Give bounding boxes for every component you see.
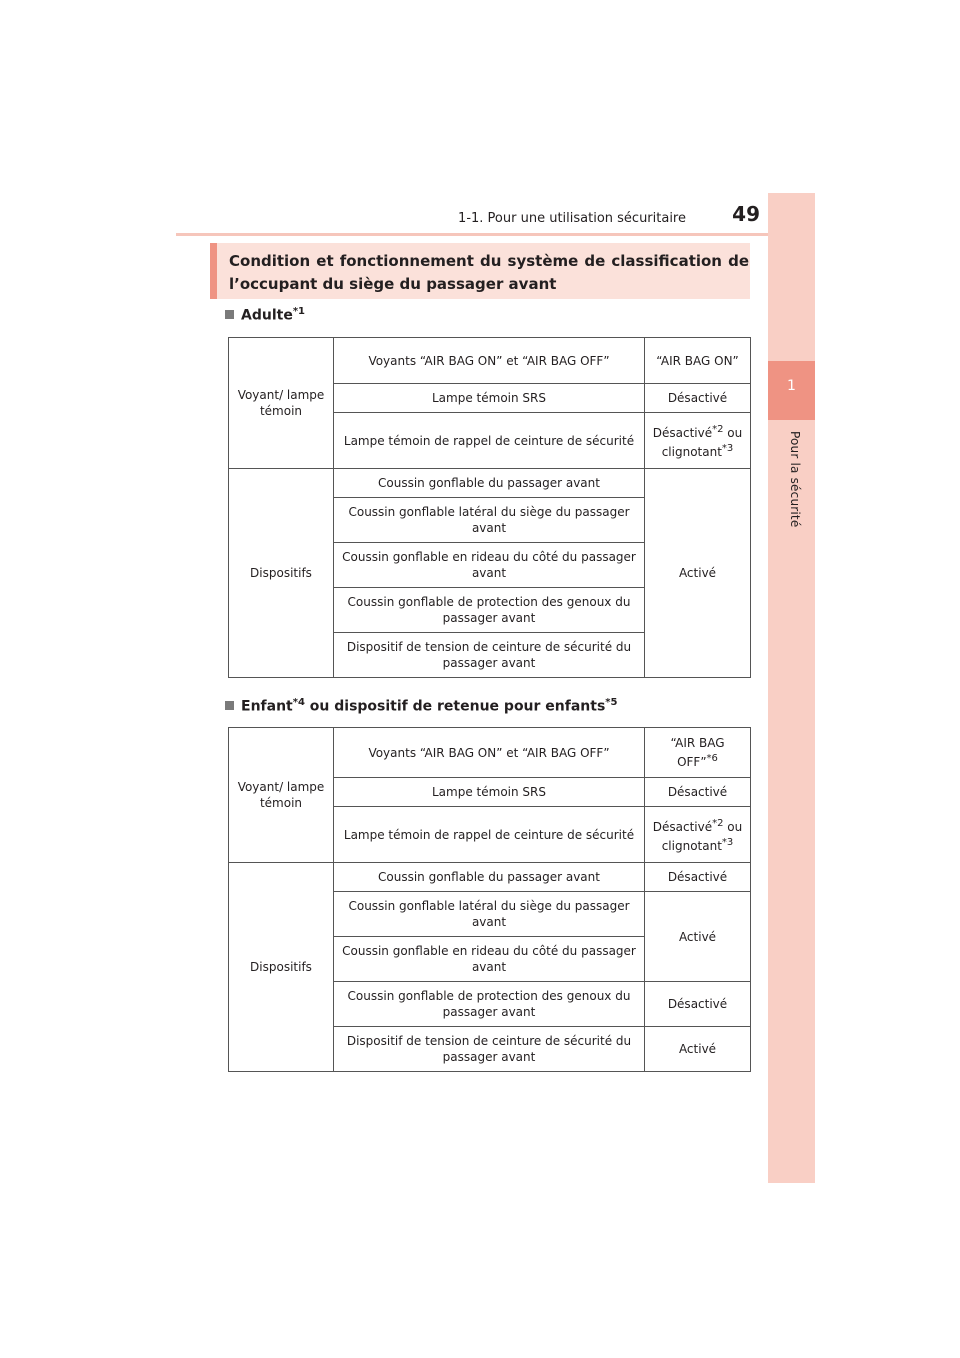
- cell-label: Coussin gonflable du passager avant: [334, 863, 645, 892]
- cell-label: Dispositif de tension de ceinture de sécurité du passager avant: [334, 1027, 645, 1072]
- footnote-ref: *5: [605, 697, 618, 708]
- cell-label: Dispositif de tension de ceinture de sécurité du passager avant: [334, 633, 645, 678]
- cell-label: Coussin gonflable latéral du siège du passager avant: [334, 892, 645, 937]
- enfant-heading: [225, 697, 617, 715]
- row-group-voyant: Voyant/ lampe témoin: [229, 728, 334, 863]
- cell-label: Lampe témoin SRS: [334, 778, 645, 807]
- cell-label: Coussin gonflable en rideau du côté du passager avant: [334, 937, 645, 982]
- adulte-heading: [225, 306, 305, 324]
- square-bullet-icon: [225, 701, 234, 710]
- table-row: [229, 728, 751, 778]
- chapter-side-tab: [768, 193, 815, 1183]
- value-text: Désactivé: [652, 425, 713, 440]
- cell-value: Activé: [645, 892, 751, 982]
- row-group-dispositifs: Dispositifs: [229, 469, 334, 678]
- value-text: “AIR BAG OFF”: [670, 736, 725, 769]
- section-title: Condition et fonctionnement du système de classification de l’occupant du siège du passager avant: [229, 252, 749, 293]
- square-bullet-icon: [225, 310, 234, 319]
- cell-label: Lampe témoin de rappel de ceinture de sécurité: [334, 413, 645, 469]
- cell-value: Désactivé: [645, 863, 751, 892]
- value-text: ou clignotant: [661, 819, 743, 853]
- footnote-ref: *3: [721, 836, 734, 848]
- enfant-heading-text: ou dispositif de retenue pour enfants: [304, 698, 606, 715]
- cell-label: Coussin gonflable en rideau du côté du passager avant: [334, 543, 645, 588]
- cell-value: Désactivé: [645, 384, 751, 413]
- footnote-ref: *6: [706, 753, 718, 764]
- footnote-ref: *4: [292, 697, 305, 708]
- cell-label: Coussin gonflable latéral du siège du passager avant: [334, 498, 645, 543]
- cell-value: Activé: [645, 469, 751, 678]
- row-group-voyant: Voyant/ lampe témoin: [229, 338, 334, 469]
- cell-label: Coussin gonflable de protection des genoux du passager avant: [334, 982, 645, 1027]
- footnote-ref: *3: [721, 442, 734, 454]
- chapter-number: 1: [768, 361, 815, 420]
- cell-label: Voyants “AIR BAG ON” et “AIR BAG OFF”: [334, 338, 645, 384]
- cell-label: Coussin gonflable du passager avant: [334, 469, 645, 498]
- section-title-box: [210, 243, 750, 299]
- page-number: 49: [732, 202, 760, 226]
- cell-label: Voyants “AIR BAG ON” et “AIR BAG OFF”: [334, 728, 645, 778]
- cell-value: Désactivé: [645, 982, 751, 1027]
- cell-value: Activé: [645, 1027, 751, 1072]
- cell-label: Lampe témoin de rappel de ceinture de sécurité: [334, 807, 645, 863]
- table-row: [229, 469, 751, 498]
- cell-value: [645, 807, 751, 863]
- adulte-heading-text: Adulte: [241, 307, 293, 324]
- cell-value: [645, 413, 751, 469]
- cell-label: Coussin gonflable de protection des genoux du passager avant: [334, 588, 645, 633]
- table-row: [229, 338, 751, 384]
- header-rule: [176, 233, 815, 236]
- cell-value: Désactivé: [645, 778, 751, 807]
- footnote-ref: *1: [292, 306, 305, 317]
- table-row: [229, 863, 751, 892]
- footnote-ref: *2: [712, 817, 724, 829]
- enfant-heading-text: Enfant: [241, 698, 293, 715]
- chapter-label: Pour la sécurité: [788, 431, 802, 528]
- enfant-table: [228, 727, 751, 1072]
- value-text: Désactivé: [652, 819, 713, 834]
- cell-label: Lampe témoin SRS: [334, 384, 645, 413]
- adulte-table: [228, 337, 751, 678]
- value-text: ou clignotant: [661, 425, 743, 459]
- running-header: 1-1. Pour une utilisation sécuritaire: [458, 211, 686, 226]
- row-group-dispositifs: Dispositifs: [229, 863, 334, 1072]
- cell-value: [645, 728, 751, 778]
- cell-value: “AIR BAG ON”: [645, 338, 751, 384]
- footnote-ref: *2: [712, 423, 724, 435]
